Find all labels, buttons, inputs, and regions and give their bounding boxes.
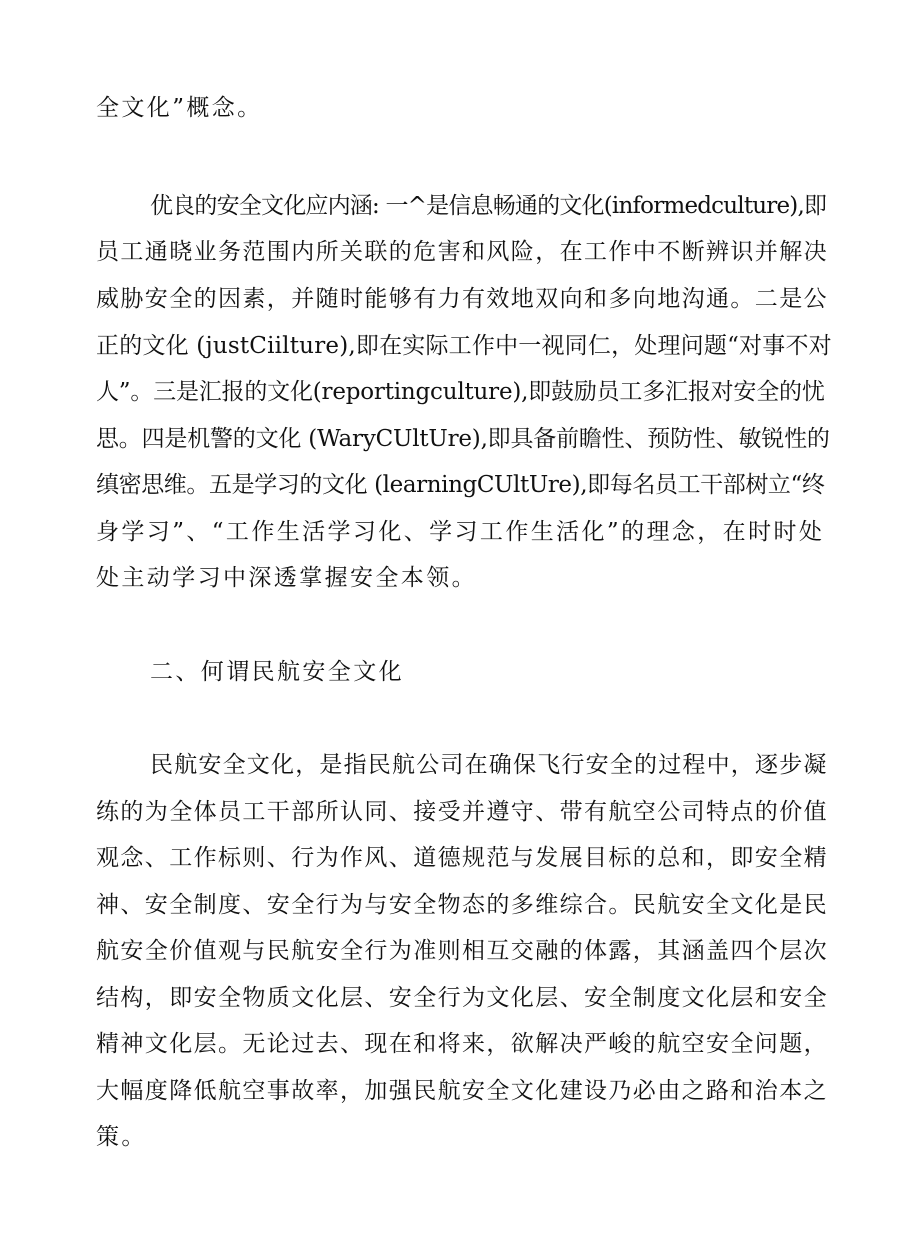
text-line: 人”。三是汇报的文化(reportingculture),即鼓励员工多汇报对安全的忧 bbox=[96, 379, 825, 405]
text-line: 练的为全体员工干部所认同、接受并遵守、带有航空公司特点的价值 bbox=[96, 799, 828, 825]
text-line: 威胁安全的因素，并随时能够有力有效地双向和多向地沟通。二是公 bbox=[96, 286, 828, 312]
text-line: 思。四是机警的文化 (WaryCUltUre),即具备前瞻性、预防性、敏锐性的 bbox=[96, 426, 830, 452]
text-line: 大幅度降低航空事故率，加强民航安全文化建设乃必由之路和治本之 bbox=[96, 1078, 828, 1104]
text-line: 员工通晓业务范围内所关联的危害和风险，在工作中不断辨识并解决 bbox=[96, 239, 828, 265]
text-line: 缜密思维。五是学习的文化 (learningCUltUre),即每名员工干部树立“终 bbox=[96, 472, 825, 498]
text-line: 身学习”、“工作生活学习化、学习工作生活化”的理念，在时时处 bbox=[96, 519, 825, 545]
paragraph-first-line: 民航安全文化，是指民航公司在确保飞行安全的过程中，逐步凝 bbox=[150, 752, 828, 778]
text-line: 结构，即安全物质文化层、安全行为文化层、安全制度文化层和安全 bbox=[96, 985, 828, 1011]
text-line: 处主动学习中深透掌握安全本领。 bbox=[96, 565, 477, 591]
text-line: 精神文化层。无论过去、现在和将来，欲解决严峻的航空安全问题， bbox=[96, 1031, 828, 1057]
text-line: 策。 bbox=[96, 1124, 147, 1150]
text-line: 观念、工作标则、行为作风、道德规范与发展目标的总和，即安全精 bbox=[96, 845, 828, 871]
section-heading: 二、何谓民航安全文化 bbox=[150, 659, 404, 685]
text-line: 正的文化 (justCiilture),即在实际工作中一视同仁，处理问题“对事不对 bbox=[96, 333, 832, 359]
text-line: 神、安全制度、安全行为与安全物态的多维综合。民航安全文化是民 bbox=[96, 892, 828, 918]
paragraph-first-line: 优良的安全文化应内涵: 一^是信息畅通的文化(informedculture),即 bbox=[150, 193, 827, 219]
text-line: 全文化”概念。 bbox=[96, 95, 263, 121]
text-line: 航安全价值观与民航安全行为准则相互交融的体露，其涵盖四个层次 bbox=[96, 938, 828, 964]
